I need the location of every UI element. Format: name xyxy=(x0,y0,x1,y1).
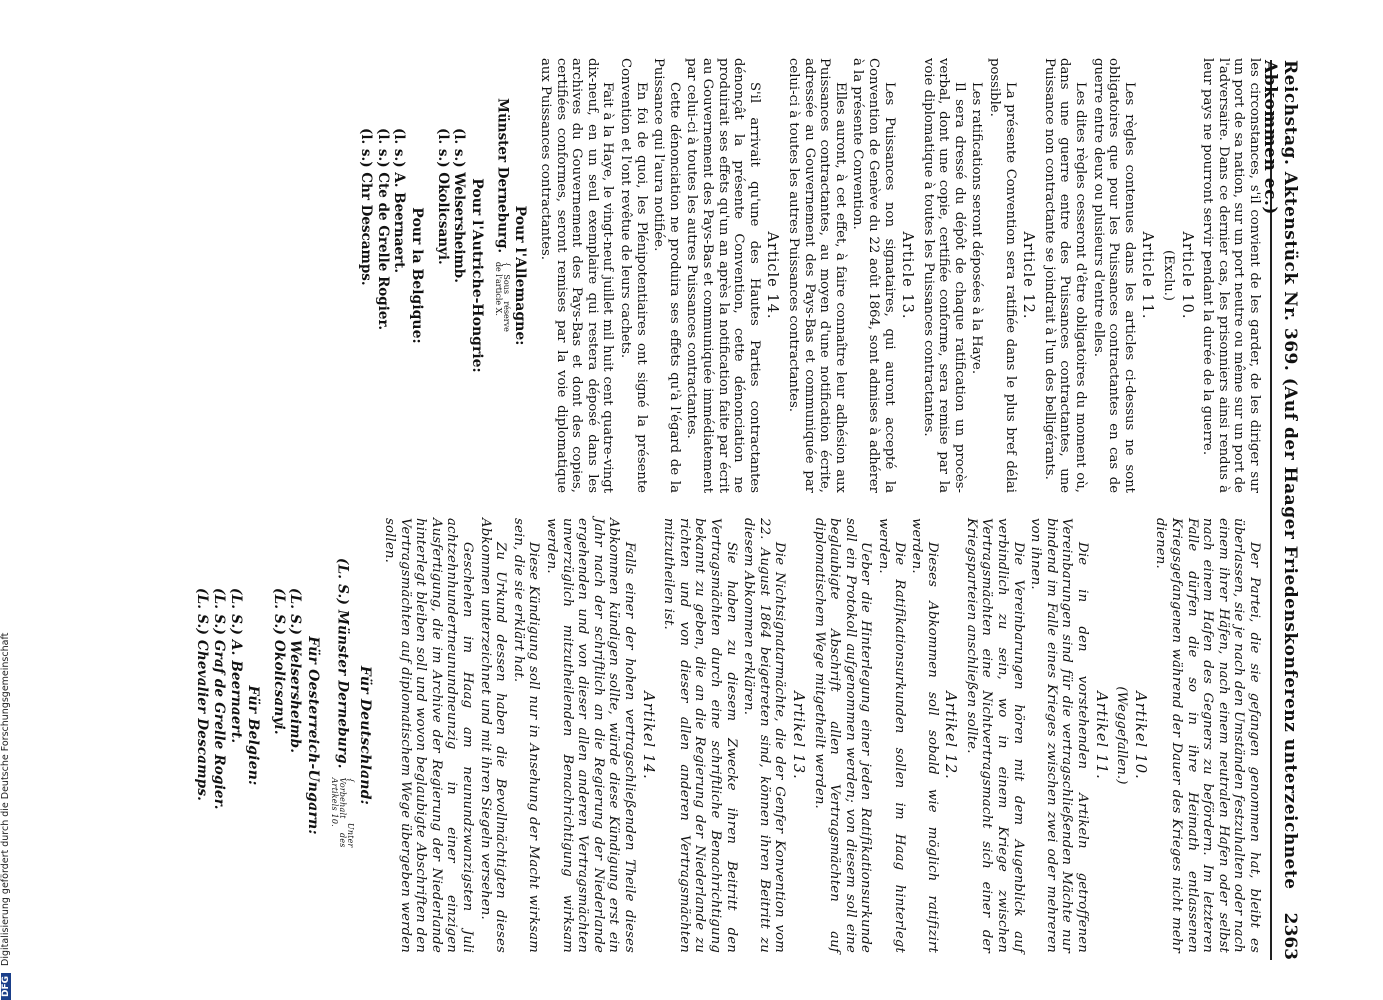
paragraph: Diese Kündigung soll nur in Ansehung der Macht wirksam sein, die sie erklärt hat. xyxy=(510,518,542,953)
paragraph: S'il arrivait qu'une des Hautes Parties contractantes dénonçât la présente Convention, cette dénonciation ne produirait ses effets qu'un an après la notification faite par écrit au Gouvernement des Pays-Bas et communiquée immédiatement par celui-ci à toutes les autres Puissances contractantes. xyxy=(684,58,762,493)
german-column xyxy=(193,518,1262,953)
paragraph: Les ratifications seront déposées à la Haye. xyxy=(969,82,985,375)
signatory-heading: Für Oesterreich-Ungarn: xyxy=(304,636,321,835)
article-subheading: (Weggefallen.) xyxy=(1114,686,1130,785)
signature-name: (L. S.) Münster Derneburg. xyxy=(334,558,351,769)
paragraph: les circonstances, s'il convient de les garder, de les diriger sur un port de sa nation, sur un port neutre ou même sur un port de l'adversaire. Dans ce dernier cas, les prisonniers ainsi rendus à leur pays ne pourront servir pendant la durée de la guerre. xyxy=(1200,58,1262,493)
paragraph: Cette dénonciation ne produira ses effets qu'à l'égard de la Puissance qui l'aura notifiée. xyxy=(651,58,682,493)
signature-line: (l. s.) A. Beernaert. xyxy=(391,128,408,274)
french-column xyxy=(357,58,1262,493)
signatory-heading: Pour la Belgique: xyxy=(409,207,425,344)
signatory-heading: Pour l'Autriche-Hongrie: xyxy=(468,178,485,373)
article-heading: Article 11. xyxy=(1139,231,1156,320)
article-subheading: (Exclu.) xyxy=(1161,250,1177,301)
signature-line: (L. S.) Okolicsanyi. xyxy=(270,588,287,735)
signature-line: (L. S.) Welsersheimb. xyxy=(287,588,304,754)
signature-line: (l. s.) Chr Descamps. xyxy=(358,128,375,286)
signature-line: (L. S.) A. Beernaert. xyxy=(227,588,244,744)
paragraph: Zu Urkund dessen haben die Bevollmächtigten dieses Abkommen unterzeichnet und mit ihren Siegeln versehen. xyxy=(477,518,509,953)
paragraph: Der Partei, die sie gefangen genommen hat, bleibt es überlassen, sie je nach den Umständen festzuhalten oder nach einem ihrer Häfen, nach einem neutralen Hafen oder selbst nach einem Hafen des Gegners zu befördern. Im letzteren Falle dürfen die so in ihre Heimath entlassenen Kriegsgefangenen während der Dauer des Krieges nicht mehr dienen. xyxy=(1153,518,1262,953)
paragraph: Elles auront, à cet effet, à faire connaître leur adhésion aux Puissances contractantes, au moyen d'une notification écrite, adressée au Gouvernement des Pays-Bas et communiquée par celui-ci à toutes les autres Puissances contractantes. xyxy=(785,58,848,493)
paragraph: Die in den vorstehenden Artikeln getroffenen Vereinbarungen sind für die vertragschließenden Mächte nur bindend im Falle eines Krieges zwischen zwei oder mehreren von ihnen. xyxy=(1028,518,1091,953)
paragraph: Les dites règles cesseront d'être obligatoires du moment où, dans une guerre entre des Puissances contractantes, une Puissance non contractante se joindrait à l'un des belligérants. xyxy=(1041,58,1089,493)
signature-line: (l. s.) Welsersheimb. xyxy=(451,128,468,283)
article-heading: Artikel 13. xyxy=(789,691,806,780)
paragraph: Ueber die Hinterlegung einer jeden Ratifikationsurkunde soll ein Protokoll aufgenommen werden; von diesem soll eine beglaubigte Abschrift allen Vertragsmächten auf diplomatischem Wege mitgetheilt werden. xyxy=(811,518,874,953)
page-number: 2363 xyxy=(1280,912,1300,960)
paragraph: Il sera dressé du dépôt de chaque ratification un procès-verbal, dont une copie, certifiée conforme, sera remise par la voie diplomatique à toutes les Puissances contractantes. xyxy=(920,58,967,493)
dfg-logo: DFG xyxy=(1,973,11,1000)
footer-text: Digitalisierung gefördert durch die Deutsche Forschungsgemeinschaft xyxy=(0,632,11,966)
article-heading: Artikel 12. xyxy=(942,691,959,780)
signature-line: (L. S.) Graf de Grelle Rogier. xyxy=(210,588,227,810)
paragraph: Die Ratifikationsurkunden sollen im Haag hinterlegt werden. xyxy=(875,518,907,953)
paragraph: Sie haben zu diesem Zwecke ihren Beitritt den Vertragsmächten durch eine schriftliche Benachrichtigung bekannt zu geben, die an die Regierung der Niederlande zu richten und von dieser allen anderen Vertragsmächten mitzutheilen ist. xyxy=(661,518,739,953)
paragraph: Fait à la Haye, le vingt-neuf juillet mil huit cent quatre-vingt dix-neuf, en un seul exemplaire qui restera déposé dans les archives du Gouvernement des Pays-Bas et dont des copies, certifiées conformes, seront remises par la voie diplomatique aux Puissances contractantes. xyxy=(538,58,616,493)
signatory-heading: Für Belgien: xyxy=(245,685,262,786)
signature-line: (L. S.) Chevalier Descamps. xyxy=(194,588,211,802)
paragraph: Die Nichtsignatarmächte, die der Genfer Konvention vom 22. August 1864 beigetreten sind, können ihren Beitritt zu diesem Abkommen erklären. xyxy=(741,518,788,953)
paragraph: Geschehen im Haag am neunundzwanzigsten Juli achtzehnhundertneunundneunzig in einer einzigen Ausfertigung, die im Archive der Regierung der Niederlande hinterlegt bleiben soll und wovon beglaubigte Abschriften den Vertragsmächten auf diplomatischem Wege übergeben werden sollen. xyxy=(382,518,476,953)
digitization-footer xyxy=(0,600,14,1000)
article-heading: Artikel 11. xyxy=(1092,691,1109,780)
signature-line xyxy=(494,58,510,493)
running-title: Reichstag. Aktenstück Nr. 369. (Auf der Haager Friedenskonferenz unterzeichnete Abkommen ec.) xyxy=(1260,60,1300,890)
paragraph: En foi de quoi, les Plénipotentiaires ont signé la présente Convention et l'ont revêtue de leurs cachets. xyxy=(618,58,649,493)
signature-line: (l. s.) Cte de Grelle Rogier. xyxy=(374,128,391,331)
signature-name: Münster Derneburg. xyxy=(494,98,511,254)
paragraph: La présente Convention sera ratifiée dans le plus bref délai possible. xyxy=(987,58,1018,493)
paragraph: Les règles contenues dans les articles ci-dessus ne sont obligatoires que pour les Puissances contractantes en cas de guerre entre deux ou plusieurs d'entre elles. xyxy=(1090,58,1137,493)
article-heading: Artikel 10. xyxy=(1131,691,1148,780)
reservation-note: { Unter Vorbehalt des Artikels 10. xyxy=(329,777,355,848)
paragraph: Die Vereinbarungen hören mit dem Augenblick auf verbindlich zu sein, wo in einem Kriege zwischen Vertragsmächten eine Nichtvertragsmacht sich einer der Kriegsparteien anschließen sollte. xyxy=(963,518,1026,953)
signature-line: (l. s.) Okolicsanyi. xyxy=(434,128,451,265)
article-heading: Article 10. xyxy=(1178,231,1195,320)
article-heading: Artikel 14. xyxy=(639,691,656,780)
article-heading: Article 14. xyxy=(764,231,781,320)
paragraph: Les Puissances non signataires, qui auront accepté la Convention de Genève du 22 août 1864, sont admises à adhérer à la présente Convention. xyxy=(850,58,897,493)
article-heading: Article 12. xyxy=(1020,231,1037,320)
signatory-heading: Für Deutschland: xyxy=(356,665,373,806)
page-header xyxy=(1260,60,1306,960)
signature-line xyxy=(330,518,354,953)
signatory-heading: Pour l'Allemagne: xyxy=(512,205,529,346)
paragraph: Dieses Abkommen soll sobald wie möglich ratifizirt werden. xyxy=(909,518,940,953)
reservation-note: { Sous réserve de l'article X. xyxy=(493,261,511,332)
paragraph: Falls einer der hohen vertragschließenden Theile dieses Abkommen kündigen sollte, würde diese Kündigung erst ein Jahr nach der schriftlich an die Regierung der Niederlande ergehenden und von dieser allen anderen Vertragsmächten unverzüglich mitzutheilenden Benachrichtigung wirksam werden. xyxy=(544,518,638,953)
article-heading: Article 13. xyxy=(899,231,916,320)
